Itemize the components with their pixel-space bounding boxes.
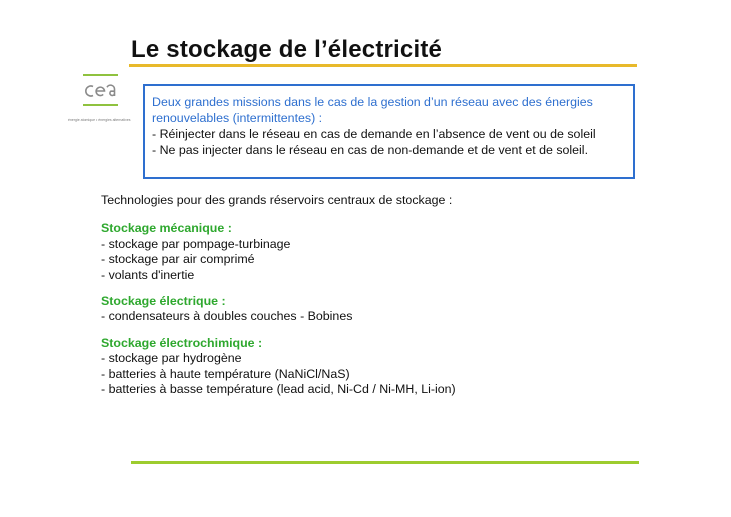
list-item: - stockage par air comprimé — [101, 252, 255, 267]
section-title: Stockage électrique : — [101, 294, 226, 309]
logo-bottom-line — [83, 104, 118, 106]
section-electrical — [101, 294, 661, 325]
list-item: - stockage par pompage-turbinage — [101, 236, 291, 251]
list-item: - condensateurs à doubles couches - Bobines — [101, 309, 353, 324]
list-item: - volants d'inertie — [101, 267, 195, 282]
mission-item: - Réinjecter dans le réseau en cas de demande en l’absence de vent ou de soleil — [152, 127, 596, 141]
mission-item: - Ne pas injecter dans le réseau en cas de non-demande et de vent et de soleil. — [152, 143, 589, 157]
list-item: - stockage par hydrogène — [101, 351, 242, 366]
section-title: Stockage électrochimique : — [101, 335, 263, 350]
list-item: - batteries à haute température (NaNiCl/NaS) — [101, 366, 350, 381]
list-item: - batteries à basse température (lead acid, Ni-Cd / Ni-MH, Li-ion) — [101, 382, 456, 397]
section-title: Stockage mécanique : — [101, 221, 232, 236]
section-mechanical — [101, 221, 661, 283]
page-title: Le stockage de l’électricité — [131, 36, 443, 63]
missions-box — [143, 84, 635, 179]
cea-logo-mark — [83, 79, 118, 101]
technologies-content — [101, 193, 661, 408]
missions-intro: Deux grandes missions dans le cas de la gestion d’un réseau avec des énergies renouvelables (intermittentes) : — [152, 95, 593, 125]
cea-logo — [68, 74, 131, 126]
bottom-divider — [131, 461, 639, 464]
technologies-heading: Technologies pour des grands réservoirs centraux de stockage : — [101, 193, 453, 207]
section-electrochemical — [101, 336, 661, 398]
title-underline — [129, 64, 637, 67]
logo-tagline: énergie atomique • énergies alternatives — [68, 118, 131, 122]
logo-top-line — [83, 74, 118, 76]
